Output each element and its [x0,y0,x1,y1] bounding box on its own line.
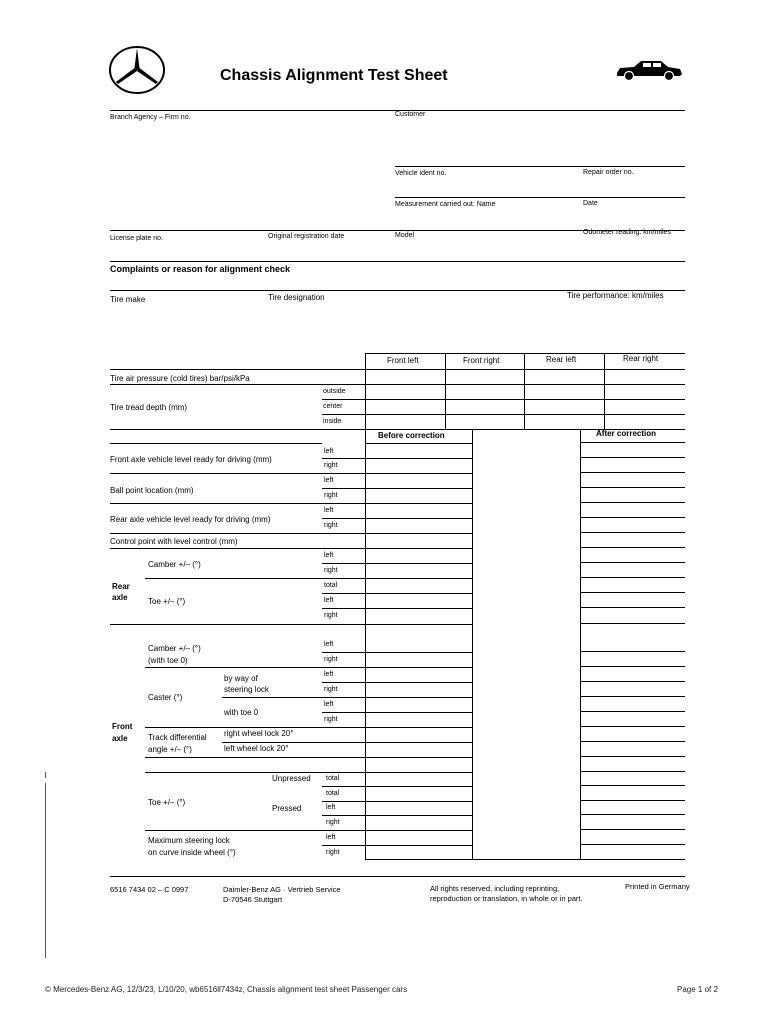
rule [580,829,685,830]
rule [580,844,685,845]
col-divider [445,353,446,429]
left-label: left [324,671,334,678]
front-toe-label: Toe +/– (°) [148,798,186,807]
rule [145,772,472,773]
track-diff-label-2: angle +/– (°) [148,745,192,754]
col-divider [580,429,581,859]
scan-mark [45,772,46,778]
rule [322,786,472,787]
right-label: right [324,567,338,574]
page-number: Page 1 of 2 [677,985,718,994]
right-label: right [324,522,338,529]
front-axle-level-label: Front axle vehicle level ready for driving (mm) [110,455,272,464]
tire-performance-label: Tire performance: km/miles [567,291,664,300]
rule [322,399,685,400]
right-label: right [324,656,338,663]
date-label: Date [583,200,598,207]
rule [580,532,685,533]
after-correction-label: After correction [596,429,657,438]
right-label: right [326,849,340,856]
rule [580,681,685,682]
rule [580,547,685,548]
rule [322,712,472,713]
printed-in: Printed in Germany [625,882,690,891]
rule [145,578,472,579]
rule [110,443,322,444]
odometer-label: Odometer reading: km/miles [583,229,671,236]
col-divider [604,353,605,429]
rule [110,503,472,504]
track-diff-label-1: Track differential [148,733,207,742]
col-header-rear-right: Rear right [623,354,659,363]
rule [110,473,472,474]
rule [580,771,685,772]
car-icon [614,58,684,82]
measurement-label: Measurement carried out: Name [395,201,496,208]
left-label: left [324,641,334,648]
rule [580,577,685,578]
tire-make-label: Tire make [110,295,146,304]
rule [322,801,472,802]
steering-lock-label-1: by way of [224,674,258,683]
col-divider [472,429,473,859]
left-wheel-lock-label: left wheel lock 20° [224,744,289,753]
customer-label: Customer [395,111,426,118]
tire-pressure-label: Tire air pressure (cold tires) bar/psi/kPa [110,374,250,383]
left-label: left [324,597,334,604]
left-label: left [324,701,334,708]
rule [322,488,472,489]
control-point-label: Control point with level control (mm) [110,537,238,546]
rule [322,608,472,609]
col-divider [365,353,366,859]
rule [580,711,685,712]
steering-lock-label-2: steering lock [224,685,269,694]
rule [322,652,472,653]
rule [580,696,685,697]
left-label: left [326,804,336,811]
with-toe-0-label: with toe 0 [224,708,259,717]
rule [145,727,472,728]
rule [395,166,685,167]
rule [110,369,685,370]
rule [580,651,685,652]
rule [580,442,685,443]
right-wheel-lock-label: right wheel lock 20° [224,729,294,738]
right-label: right [324,686,338,693]
rule [580,592,685,593]
rule [365,443,472,444]
max-steering-label-2: on curve inside wheel (°) [148,848,236,857]
rule [322,815,472,816]
rights-line-2: reproduction or translation, in whole or in part. [430,894,583,903]
left-label: left [324,448,334,455]
rule [110,261,685,262]
total-label: total [326,790,340,797]
ball-point-label: Ball point location (mm) [110,486,194,495]
rule [322,458,472,459]
center-label: center [323,403,343,410]
mercedes-star-icon [108,45,166,95]
outside-label: outside [323,388,346,395]
rule [580,756,685,757]
max-steering-label-1: Maximum steering lock [148,836,230,845]
front-camber-label-1: Camber +/– (°) [148,644,201,653]
rule [580,487,685,488]
rights-line-1: All rights reserved, including reprinting, [430,884,560,893]
rule [145,757,472,758]
col-header-front-right: Front right [463,356,500,365]
left-label: left [324,507,334,514]
rule [580,562,685,563]
rule [580,785,685,786]
rule [580,457,685,458]
right-label: right [324,462,338,469]
rule [145,830,472,831]
rule [580,607,685,608]
license-plate-label: License plate no. [110,235,163,242]
rule [395,197,685,198]
registration-date-label: Original registration date [268,233,345,240]
rule [145,667,472,668]
front-axle-label-1: Front [112,722,133,731]
caster-label: Caster (°) [148,693,183,702]
rule [322,682,472,683]
rule [580,741,685,742]
rule [580,814,685,815]
right-label: right [324,716,338,723]
rule [365,859,685,860]
rule [322,563,472,564]
col-header-front-left: Front left [387,356,419,365]
col-header-rear-left: Rear left [546,355,577,364]
complaints-label: Complaints or reason for alignment check [110,264,291,274]
branch-label: Branch Agency – Firm no. [110,114,191,121]
model-label: Model [395,232,415,239]
rule [322,518,472,519]
unpressed-label: Unpressed [272,774,311,783]
vin-label: Vehicle ident no. [395,170,447,177]
rear-axle-level-label: Rear axle vehicle level ready for driving (mm) [110,515,271,524]
col-divider [524,353,525,429]
rule [222,697,472,698]
total-label: total [326,775,340,782]
right-label: right [326,819,340,826]
rule [222,742,472,743]
rule [322,593,472,594]
front-camber-label-2: (with toe 0) [148,656,188,665]
pressed-label: Pressed [272,804,302,813]
scan-mark [45,783,46,958]
left-label: left [324,477,334,484]
page-copyright: © Mercedes-Benz AG, 12/3/23, L/10/20, wb6516ll7434z, Chassis alignment test sheet Passenger cars [45,985,408,994]
rear-axle-label-1: Rear [112,582,130,591]
form-code: 6516 7434 02 – C 0997 [110,885,189,894]
rule [322,414,685,415]
company-line-2: D-70546 Stuttgart [223,895,283,904]
rule [580,726,685,727]
rule [110,533,472,534]
rear-toe-label: Toe +/– (°) [148,597,186,606]
rear-axle-label-2: axle [112,593,128,602]
inside-label: inside [323,418,342,425]
rule [322,845,472,846]
right-label: right [324,612,338,619]
tire-designation-label: Tire designation [268,293,325,302]
rule [580,472,685,473]
left-label: left [324,552,334,559]
rule [580,502,685,503]
rule [580,623,685,624]
front-axle-label-2: axle [112,734,128,743]
right-label: right [324,492,338,499]
rule [580,666,685,667]
rule [580,800,685,801]
total-label: total [324,582,338,589]
rule [580,517,685,518]
left-label: left [326,834,336,841]
rule [110,548,472,549]
rule [110,384,685,385]
before-correction-label: Before correction [378,431,445,440]
rear-camber-label: Camber +/– (°) [148,560,201,569]
table-bottom-rule [110,876,685,877]
tread-depth-label: Tire tread depth (mm) [110,403,188,412]
repair-order-label: Repair order no. [583,169,634,176]
company-line-1: Daimler-Benz AG · Vertrieb Service [223,885,341,894]
rule [110,624,472,625]
page-title: Chassis Alignment Test Sheet [220,67,448,84]
